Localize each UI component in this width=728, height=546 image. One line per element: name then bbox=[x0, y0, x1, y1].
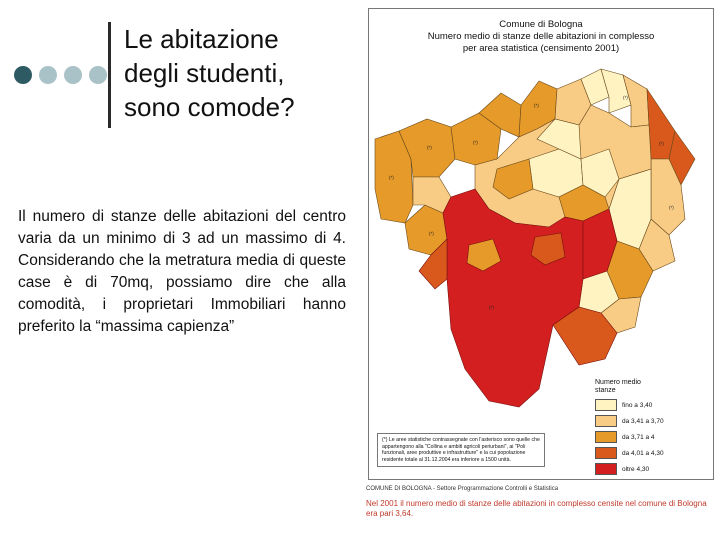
legend-row bbox=[595, 447, 664, 459]
area-marker: (*) bbox=[659, 141, 664, 146]
legend-swatch bbox=[595, 447, 617, 459]
map-title-line-1: Comune di Bologna bbox=[499, 19, 583, 30]
map-title-line-2: Numero medio di stanze delle abitazioni in complesso bbox=[427, 31, 655, 42]
legend-label: oltre 4,30 bbox=[622, 465, 650, 473]
legend-row bbox=[595, 431, 664, 443]
map-legend bbox=[595, 379, 664, 479]
legend-title: Numero medio stanze bbox=[595, 379, 641, 394]
decorative-dots bbox=[14, 66, 107, 84]
slide-title bbox=[124, 22, 295, 124]
area-marker: (*) bbox=[489, 305, 494, 310]
area-marker: (*) bbox=[473, 140, 478, 145]
legend-swatch bbox=[595, 431, 617, 443]
legend-label: da 4,01 a 4,30 bbox=[622, 449, 664, 457]
slide-title-line-3: sono comode? bbox=[124, 92, 295, 122]
area-marker: (*) bbox=[669, 205, 674, 210]
legend-label: da 3,71 a 4 bbox=[622, 433, 655, 441]
legend-label: fino a 3,40 bbox=[622, 401, 653, 409]
slide-title-line-1: Le abitazione bbox=[124, 24, 279, 54]
legend-label: da 3,41 a 3,70 bbox=[622, 417, 664, 425]
legend-swatch bbox=[595, 463, 617, 475]
area-marker: (*) bbox=[389, 175, 394, 180]
legend-swatch bbox=[595, 415, 617, 427]
title-accent-bar bbox=[108, 22, 111, 128]
map-footnote: (*) Le aree statistiche contrassegnate con l'asterisco sono quelle che appartengono alla "Collina e ambiti agricoli periurbani", ai "Poli funzionali, aree produttive e infrastrutture" e la cui popolazione residente totale al 31.12.2004 era inferiore a 1500 unità. bbox=[377, 433, 545, 467]
map-source: COMUNE DI BOLOGNA - Settore Programmazione Controlli e Statistica bbox=[366, 486, 559, 492]
dot-4 bbox=[89, 66, 107, 84]
choropleth-map bbox=[369, 9, 713, 429]
area-marker: (*) bbox=[623, 95, 628, 100]
slide-body-text: Il numero di stanze delle abitazioni del centro varia da un minimo di 3 ad un massimo di 4. Considerando che la metratura media di queste case è di 70mq, possiamo dire che alla comodità, i proprietari Immobiliari hanno preferito la “massima capienza” bbox=[18, 208, 346, 335]
dot-1 bbox=[14, 66, 32, 84]
area-marker: (*) bbox=[427, 145, 432, 150]
legend-row bbox=[595, 399, 664, 411]
legend-swatch bbox=[595, 399, 617, 411]
map-title-line-3: per area statistica (censimento 2001) bbox=[462, 43, 620, 54]
area-marker: (*) bbox=[534, 103, 539, 108]
map-panel bbox=[368, 8, 714, 480]
legend-row bbox=[595, 415, 664, 427]
dot-3 bbox=[64, 66, 82, 84]
area-south-1 bbox=[443, 189, 583, 407]
dot-2 bbox=[39, 66, 57, 84]
map-note: Nel 2001 il numero medio di stanze delle abitazioni in complesso censite nel comune di Bologna era pari 3,64. bbox=[366, 499, 707, 518]
slide-title-line-2: degli studenti, bbox=[124, 58, 285, 88]
area-ne-2 bbox=[647, 89, 675, 159]
area-west-4 bbox=[413, 177, 451, 213]
area-marker: (*) bbox=[429, 231, 434, 236]
legend-row bbox=[595, 463, 664, 475]
